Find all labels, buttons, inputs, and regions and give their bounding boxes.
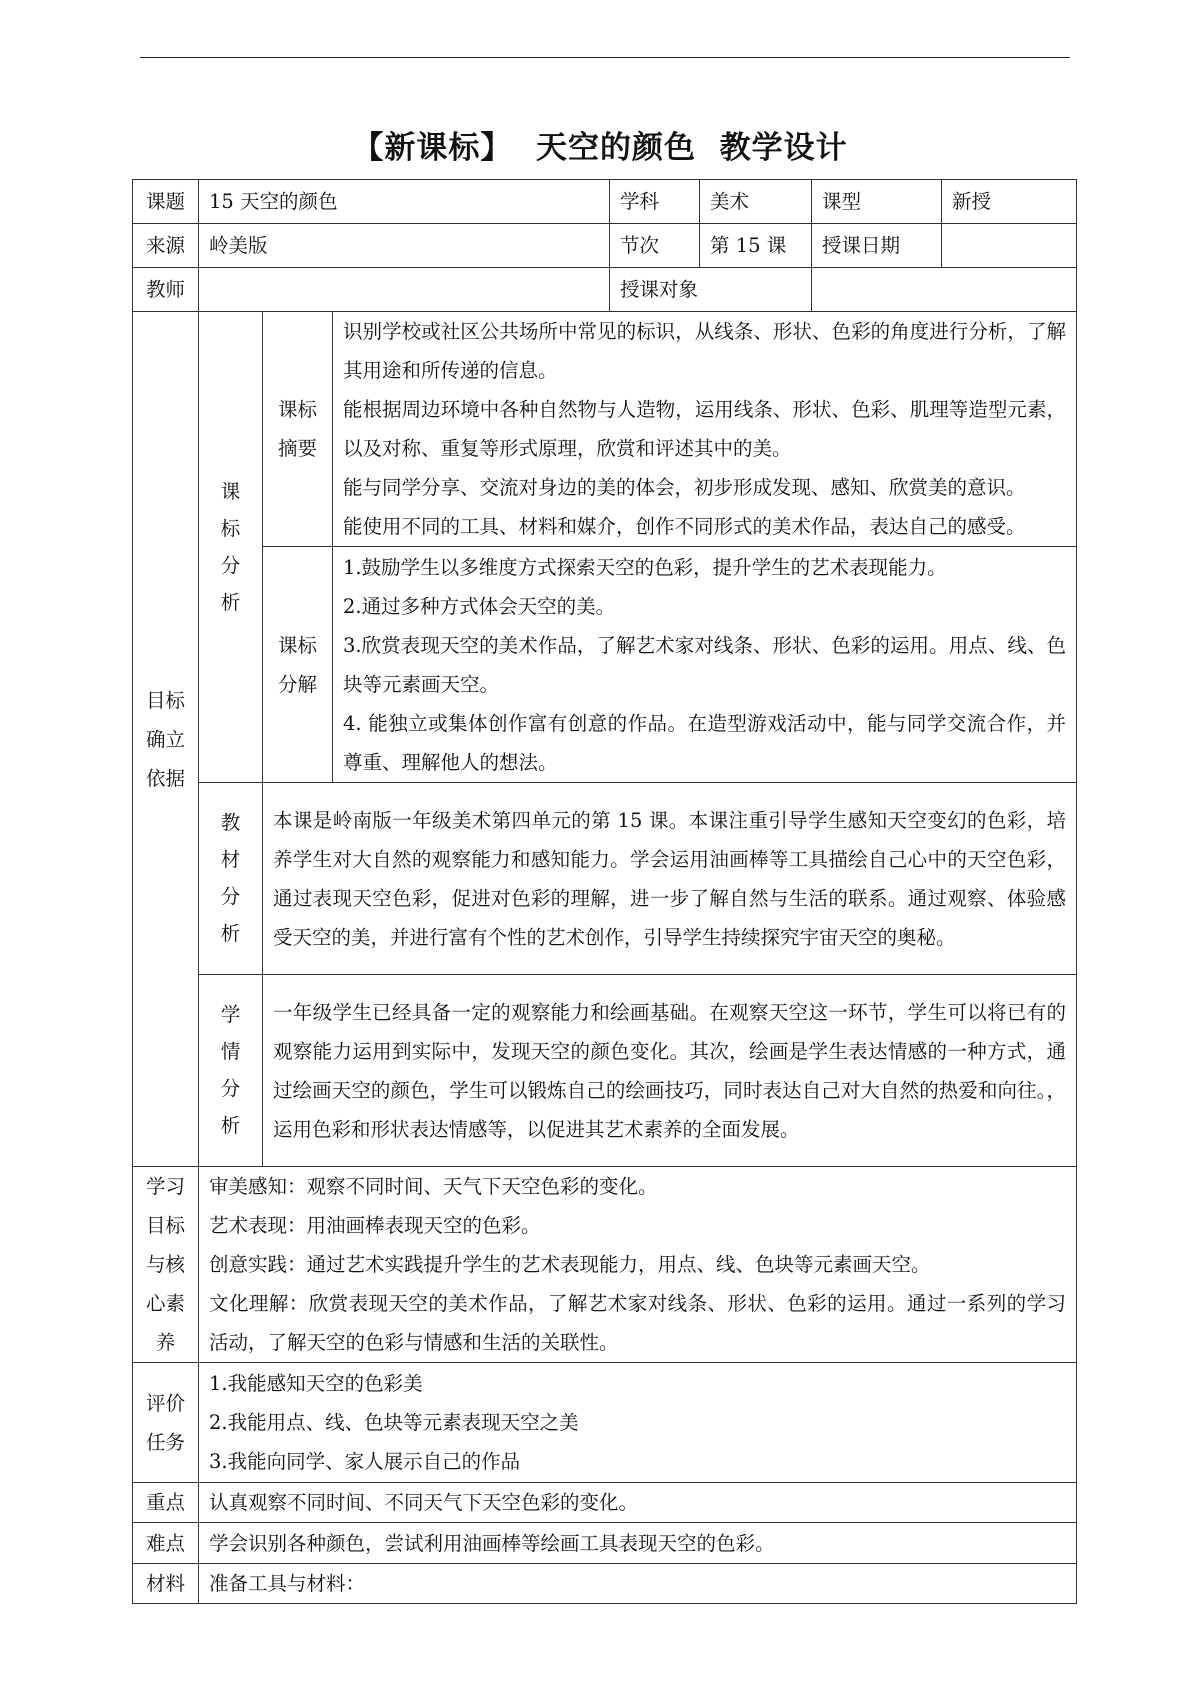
- document-title: 【新课标】 天空的颜色 教学设计: [352, 130, 848, 166]
- key-point-row: [133, 1483, 1077, 1523]
- summary-label: 课标摘要: [277, 398, 317, 460]
- date-label: 授课日期: [812, 224, 942, 268]
- teacher-label: 教师: [133, 268, 199, 312]
- evaluation-label: 评价任务: [145, 1391, 185, 1454]
- objectives-label-cell: [133, 1167, 199, 1363]
- objective-item: 创意实践：通过艺术实践提升学生的艺术表现能力，用点、线、色块等元素画天空。: [209, 1253, 931, 1276]
- evaluation-label-cell: [133, 1363, 199, 1483]
- header-rule: [140, 57, 1070, 58]
- topic-value: 15 天空的颜色: [199, 180, 610, 224]
- breakdown-item: 2.通过多种方式体会天空的美。: [343, 594, 616, 618]
- textbook-content: 本课是岭南版一年级美术第四单元的第 15 课。本课注重引导学生感知天空变幻的色彩，培养学生对大自然的观察能力和感知能力。学会运用油画棒等工具描绘自己心中的天空色彩，通过表现天空色彩，促进对色彩的理解，进一步了解自然与生活的联系。通过观察、体验感受天空的美，并进行富有个性的艺术创作，引导学生持续探究宇宙天空的奥秘。: [263, 783, 1077, 975]
- key-point-content: 认真观察不同时间、不同天气下天空色彩的变化。: [199, 1483, 1077, 1523]
- materials-label: 材料: [133, 1564, 199, 1604]
- summary-paragraph: 能使用不同的工具、材料和媒介，创作不同形式的美术作品，表达自己的感受。: [343, 515, 1026, 538]
- breakdown-content: [333, 547, 1077, 783]
- difficulty-content: 学会识别各种颜色，尝试利用油画棒等绘画工具表现天空的色彩。: [199, 1523, 1077, 1564]
- standards-breakdown-row: [133, 547, 1077, 783]
- objective-item: 审美感知：观察不同时间、天气下天空色彩的变化。: [209, 1175, 658, 1198]
- evaluation-item: 3.我能向同学、家人展示自己的作品: [209, 1450, 521, 1473]
- date-value: [942, 224, 1077, 268]
- evaluation-item: 1.我能感知天空的色彩美: [209, 1372, 423, 1395]
- header-row-teacher: [133, 268, 1077, 312]
- source-value: 岭美版: [199, 224, 610, 268]
- period-value: 第 15 课: [700, 224, 812, 268]
- lesson-type-value: 新授: [942, 180, 1077, 224]
- summary-paragraph: 能与同学分享、交流对身边的美的体会，初步形成发现、感知、欣赏美的意识。: [343, 476, 1026, 499]
- objectives-content: [199, 1167, 1077, 1363]
- textbook-analysis-row: [133, 783, 1077, 975]
- period-label: 节次: [610, 224, 700, 268]
- audience-label: 授课对象: [610, 268, 812, 312]
- materials-content: 准备工具与材料：: [199, 1564, 1077, 1604]
- summary-paragraph: 识别学校或社区公共场所中常见的标识，从线条、形状、色彩的角度进行分析，了解其用途和所传递的信息。: [343, 320, 1067, 382]
- objective-item: 艺术表现：用油画棒表现天空的色彩。: [209, 1214, 541, 1237]
- learners-label: 学情分析: [220, 1003, 241, 1137]
- subject-value: 美术: [700, 180, 812, 224]
- breakdown-item: 4. 能独立或集体创作富有创意的作品。在造型游戏活动中，能与同学交流合作，并尊重、理解他人的想法。: [343, 711, 1067, 774]
- difficulty-row: [133, 1523, 1077, 1564]
- breakdown-label: 课标分解: [277, 633, 317, 696]
- summary-paragraph: 能根据周边环境中各种自然物与人造物，运用线条、形状、色彩、肌理等造型元素，以及对称、重复等形式原理，欣赏和评述其中的美。: [343, 398, 1067, 460]
- header-row-source: [133, 224, 1077, 268]
- difficulty-label: 难点: [133, 1523, 199, 1564]
- evaluation-row: [133, 1363, 1077, 1483]
- standards-label-cell: [199, 312, 263, 783]
- breakdown-label-cell: [263, 547, 333, 783]
- teacher-value: [199, 268, 610, 312]
- learners-label-cell: [199, 975, 263, 1167]
- objectives-row: [133, 1167, 1077, 1363]
- textbook-label-cell: [199, 783, 263, 975]
- learners-content: 一年级学生已经具备一定的观察能力和绘画基础。在观察天空这一环节，学生可以将已有的观察能力运用到实际中，发现天空的颜色变化。其次，绘画是学生表达情感的一种方式，通过绘画天空的颜色，学生可以锻炼自己的绘画技巧，同时表达自己对大自然的热爱和向往。，运用色彩和形状表达情感等，以促进其艺术素养的全面发展。: [263, 975, 1077, 1167]
- audience-value: [812, 268, 1077, 312]
- lesson-plan-table: [132, 179, 1077, 1604]
- breakdown-item: 1.鼓励学生以多维度方式探索天空的色彩，提升学生的艺术表现能力。: [343, 555, 947, 579]
- standards-label: 课标分析: [220, 479, 241, 614]
- source-label: 来源: [133, 224, 199, 268]
- evaluation-item: 2.我能用点、线、色块等元素表现天空之美: [209, 1411, 579, 1434]
- materials-row: [133, 1564, 1077, 1604]
- topic-label: 课题: [133, 180, 199, 224]
- breakdown-item: 3.欣赏表现天空的美术作品，了解艺术家对线条、形状、色彩的运用。用点、线、色块等元素画天空。: [343, 633, 1067, 696]
- header-row-topic: [133, 180, 1077, 224]
- summary-content: [333, 312, 1077, 547]
- evaluation-content: [199, 1363, 1077, 1483]
- key-point-label: 重点: [133, 1483, 199, 1523]
- subject-label: 学科: [610, 180, 700, 224]
- standards-summary-row: [133, 312, 1077, 547]
- objectives-label: 学习目标与核心素养: [145, 1175, 185, 1354]
- textbook-label: 教材分析: [220, 811, 241, 945]
- summary-label-cell: [263, 312, 333, 547]
- learner-analysis-row: [133, 975, 1077, 1167]
- objective-item: 文化理解：欣赏表现天空的美术作品，了解艺术家对线条、形状、色彩的运用。通过一系列的学习活动，了解天空的色彩与情感和生活的关联性。: [209, 1292, 1067, 1354]
- lesson-type-label: 课型: [812, 180, 942, 224]
- goals-label: 目标确立依据: [145, 688, 185, 790]
- goals-label-cell: [133, 312, 199, 1167]
